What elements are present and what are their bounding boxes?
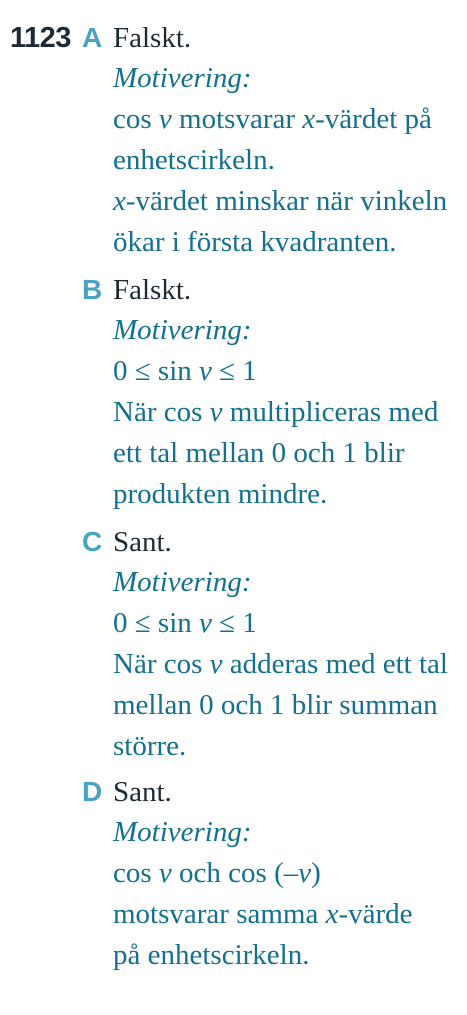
math-variable: v xyxy=(209,396,223,428)
math-variable: v xyxy=(158,857,172,889)
part-d xyxy=(82,772,462,976)
part-c-line: När cos v adderas med ett tal xyxy=(113,648,448,680)
part-d-heading: Motivering: xyxy=(113,816,252,848)
math-variable: x xyxy=(113,185,126,217)
part-b-verdict: Falskt. xyxy=(113,274,192,306)
part-a-line: ökar i första kvadranten. xyxy=(113,226,397,258)
part-d-letter: D xyxy=(82,776,103,807)
math-variable: v xyxy=(199,355,212,387)
part-c-line: 0 ≤ sin v ≤ 1 xyxy=(113,607,257,639)
math-variable: x xyxy=(325,898,339,930)
part-c-line: större. xyxy=(113,730,187,762)
part-b-line: produkten mindre. xyxy=(113,478,328,510)
part-c-body xyxy=(113,562,462,767)
part-b-head xyxy=(82,270,462,310)
part-d-line: på enhetscirkeln. xyxy=(113,939,310,971)
part-b-line: 0 ≤ sin v ≤ 1 xyxy=(113,355,257,387)
part-a-heading: Motivering: xyxy=(113,62,252,94)
part-b xyxy=(82,270,462,515)
part-c-head xyxy=(82,522,462,562)
part-b-letter: B xyxy=(82,274,103,305)
math-variable: v xyxy=(158,103,172,135)
exercise-number: 1123 xyxy=(10,22,71,54)
part-a-head xyxy=(82,18,462,58)
part-d-line: cos v och cos (–v) xyxy=(113,857,321,889)
part-c-letter: C xyxy=(82,526,103,557)
part-c-line: mellan 0 och 1 blir summan xyxy=(113,689,438,721)
part-d-head xyxy=(82,772,462,812)
part-a-line: cos v motsvarar x-värdet på xyxy=(113,103,432,135)
part-b-body xyxy=(113,310,462,515)
part-c xyxy=(82,522,462,767)
part-c-heading: Motivering: xyxy=(113,566,252,598)
part-a-letter: A xyxy=(82,22,103,53)
part-c-verdict: Sant. xyxy=(113,526,172,558)
math-variable: v xyxy=(199,607,212,639)
part-a-line: enhetscirkeln. xyxy=(113,144,275,176)
part-d-line: motsvarar samma x-värde xyxy=(113,898,413,930)
part-a-body xyxy=(113,58,462,263)
part-a-line: x-värdet minskar när vinkeln xyxy=(113,185,448,217)
part-a xyxy=(82,18,462,263)
math-variable: v xyxy=(209,648,223,680)
math-variable: x xyxy=(302,103,316,135)
math-variable: v xyxy=(298,857,312,889)
part-d-verdict: Sant. xyxy=(113,776,172,808)
part-b-heading: Motivering: xyxy=(113,314,252,346)
part-b-line: ett tal mellan 0 och 1 blir xyxy=(113,437,405,469)
part-d-body xyxy=(113,812,462,976)
part-a-verdict: Falskt. xyxy=(113,22,192,54)
part-b-line: När cos v multipliceras med xyxy=(113,396,439,428)
